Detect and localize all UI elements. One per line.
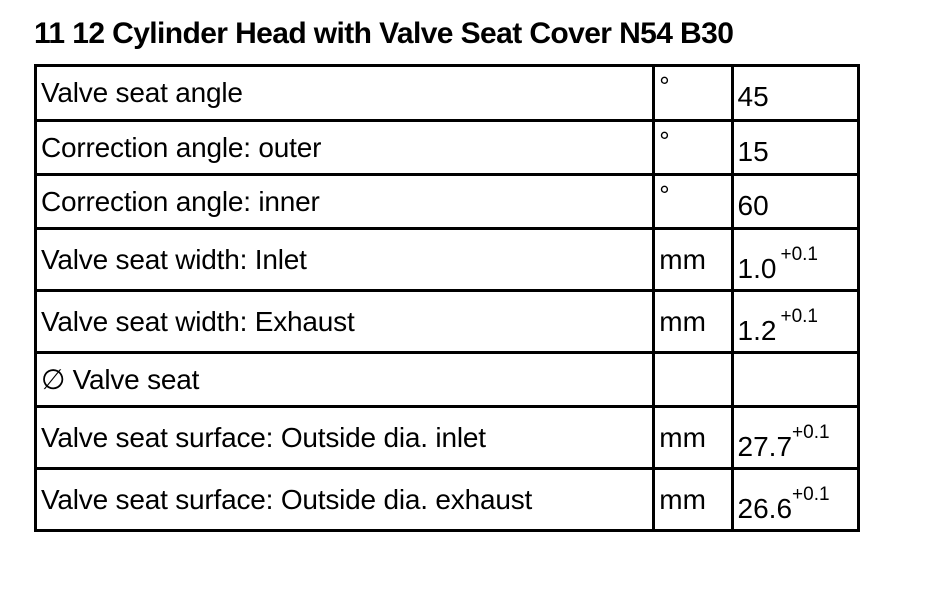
table-row [36, 353, 859, 407]
value-cell [732, 291, 858, 353]
table-row [36, 229, 859, 291]
table-row [36, 121, 859, 175]
value-cell [732, 353, 858, 407]
tolerance-superscript: +0.1 [780, 243, 818, 265]
description-cell: Valve seat width: Exhaust [36, 291, 654, 353]
value-cell [732, 175, 858, 229]
description-cell [36, 353, 654, 407]
description-text: Valve seat [72, 363, 200, 395]
page-title: 11 12 Cylinder Head with Valve Seat Cover N54 B30 [34, 17, 734, 50]
tolerance-superscript: +0.1 [780, 305, 818, 327]
description-cell: Valve seat surface: Outside dia. exhaust [36, 469, 654, 531]
description-cell: Valve seat surface: Outside dia. inlet [36, 407, 654, 469]
table-row [36, 175, 859, 229]
description-cell: Valve seat width: Inlet [36, 229, 654, 291]
unit-cell: mm [654, 229, 732, 291]
unit-cell: ° [654, 121, 732, 175]
value-number: 45 [737, 81, 769, 112]
unit-cell: mm [654, 407, 732, 469]
value-cell [732, 66, 858, 121]
value-number: 26.6 [737, 492, 793, 524]
tolerance-superscript: +0.1 [792, 421, 830, 443]
value-number: 1.2 [737, 314, 777, 346]
unit-cell: mm [654, 469, 732, 531]
value-number: 15 [737, 135, 769, 167]
value-cell [732, 407, 858, 469]
description-cell: Correction angle: outer [36, 121, 654, 175]
unit-cell: ° [654, 175, 732, 229]
value-cell [732, 229, 858, 291]
value-cell [732, 121, 858, 175]
tolerance-superscript: +0.1 [792, 483, 830, 505]
value-number: 60 [737, 189, 769, 221]
table-row [36, 407, 859, 469]
description-cell: Correction angle: inner [36, 175, 654, 229]
value-number: 1.0 [737, 252, 777, 284]
unit-cell [654, 353, 732, 407]
table-row [36, 66, 859, 121]
unit-cell: mm [654, 291, 732, 353]
value-cell [732, 469, 858, 531]
diameter-symbol: ∅ [41, 363, 66, 395]
table-row [36, 291, 859, 353]
value-number: 27.7 [737, 430, 793, 462]
table-row [36, 469, 859, 531]
description-cell: Valve seat angle [36, 66, 654, 121]
spec-table [34, 64, 860, 532]
unit-cell: ° [654, 66, 732, 121]
